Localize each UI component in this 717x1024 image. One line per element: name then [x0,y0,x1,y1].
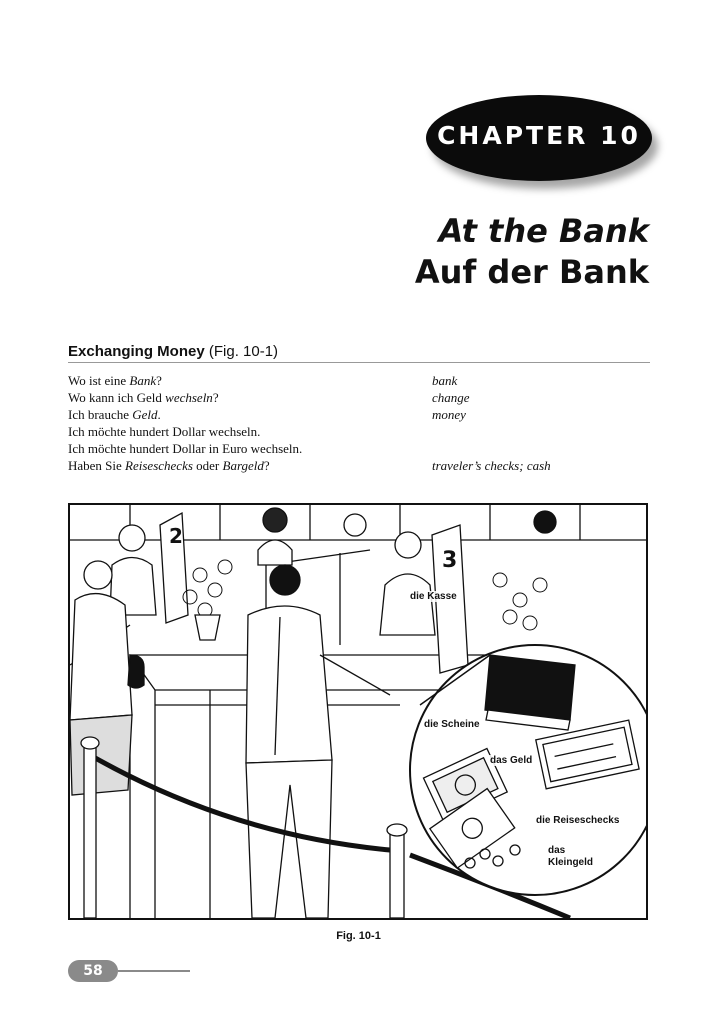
label-die-reiseschecks: die Reiseschecks [536,815,620,826]
label-das: das [548,845,566,856]
vocab-row [68,389,650,406]
english-gloss: traveler’s checks; cash [432,458,551,473]
figure-caption: Fig. 10-1 [336,930,381,942]
label-die-kasse: die Kasse [410,591,457,602]
vocab-row [68,457,650,474]
counter-number-right: 3 [442,548,458,573]
german-sentence: Wo ist eine Bank? [68,373,162,388]
page-number-rule [118,970,190,972]
section-heading-text: Exchanging Money [68,343,205,360]
section-heading [68,343,278,360]
chapter-badge [426,95,652,181]
vocab-row [68,440,650,457]
english-gloss: money [432,407,466,422]
label-die-scheine: die Scheine [424,719,480,730]
vocab-row [68,423,650,440]
english-gloss: change [432,390,470,405]
german-sentence: Wo kann ich Geld wechseln? [68,390,219,405]
page-number: 58 [68,960,118,982]
german-sentence: Ich brauche Geld. [68,407,161,422]
vocab-row [68,406,650,423]
chapter-label: CHAPTER 10 [437,121,641,150]
english-gloss: bank [432,373,458,388]
bank-illustration [68,503,648,920]
german-sentence: Ich möchte hundert Dollar wechseln. [68,424,261,439]
chapter-title-english: At the Bank [438,212,649,250]
label-kleingeld: Kleingeld [548,857,594,868]
section-divider [68,362,650,363]
german-sentence: Haben Sie Reiseschecks oder Bargeld? [68,458,270,473]
chapter-title-german: Auf der Bank [414,253,649,291]
label-das-geld: das Geld [490,755,533,766]
vocabulary-list [68,372,650,474]
section-figure-reference: (Fig. 10-1) [208,343,279,360]
counter-number-left: 2 [169,524,183,548]
german-sentence: Ich möchte hundert Dollar in Euro wechseln. [68,441,303,456]
vocab-row [68,372,650,389]
